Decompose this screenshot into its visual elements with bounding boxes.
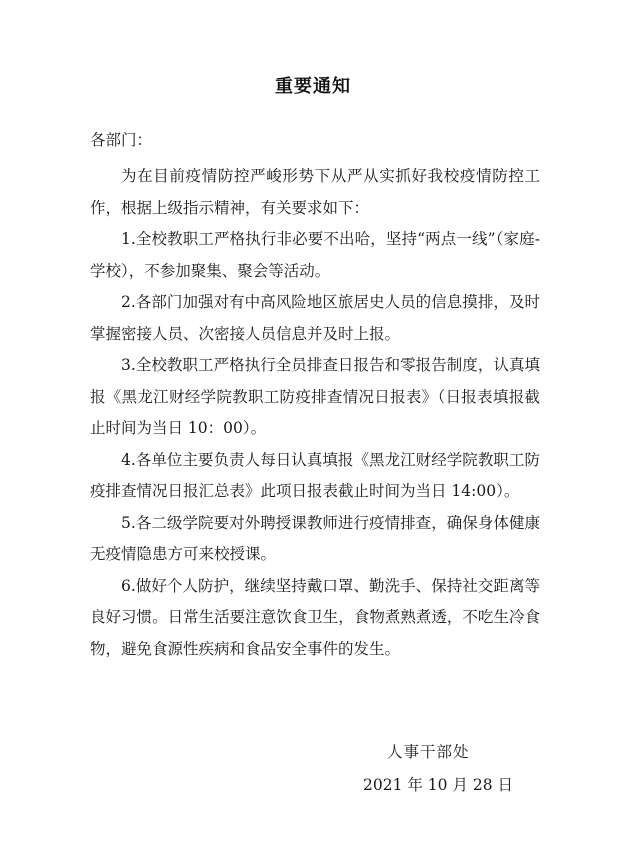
notice-title: 重要通知 [275,76,351,97]
signature-department: 人事干部处 [387,743,470,761]
notice-item-3: 3.全校教职工严格执行全员排查日报告和零报告制度，认真填报《黑龙江财经学院教职工防疫排查情况日报表》（日报表填报截止时间为当日 10：00）。 [90,356,540,437]
notice-item-6: 6.做好个人防护，继续坚持戴口罩、勤洗手、保持社交距离等良好习惯。日常生活要注意饮食卫生，食物煮熟煮透，不吃生冷食物，避免食源性疾病和食品安全事件的发生。 [90,576,540,658]
notice-item-5: 5.各二级学院要对外聘授课教师进行疫情排查，确保身体健康无疫情隐患方可来校授课。 [90,513,540,563]
notice-item-2: 2.各部门加强对有中高风险地区旅居史人员的信息摸排，及时掌握密接人员、次密接人员信息并及时上报。 [90,293,540,343]
notice-intro: 为在目前疫情防控严峻形势下从严从实抓好我校疫情防控工作，根据上级指示精神，有关要求如下： [90,167,540,217]
notice-item-4: 4.各单位主要负责人每日认真填报《黑龙江财经学院教职工防疫排查情况日报汇总表》此项日报表截止时间为当日 14:00）。 [90,450,540,500]
signature-date: 2021 年 10 月 28 日 [363,776,514,794]
notice-item-1: 1.全校教职工严格执行非必要不出哈，坚持“两点一线”（家庭-学校），不参加聚集、聚会等活动。 [90,230,540,280]
notice-greeting: 各部门： [90,131,153,149]
notice-body [90,161,540,665]
